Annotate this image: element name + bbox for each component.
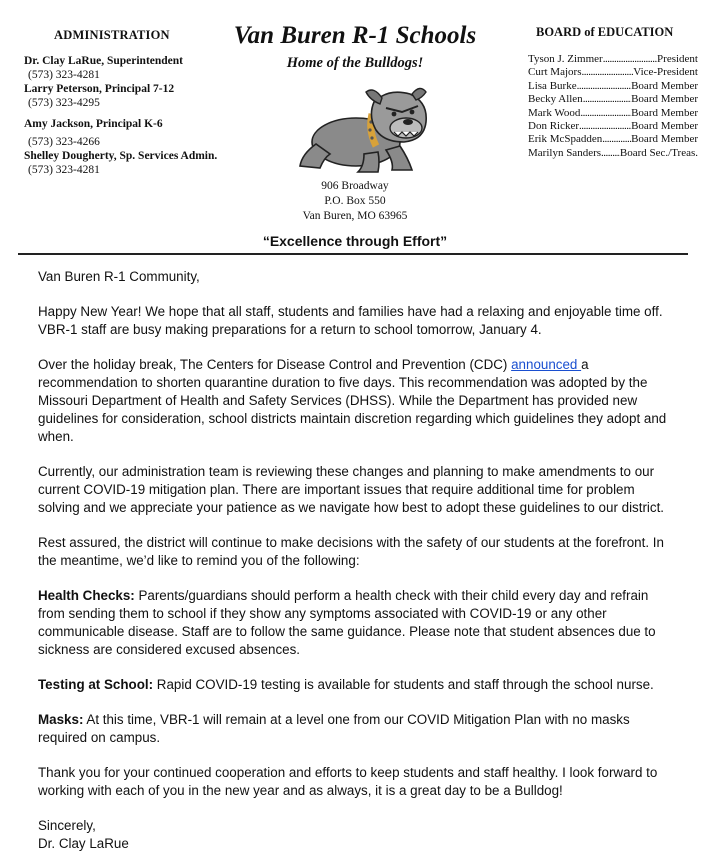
leader-dots	[601, 147, 620, 160]
board-member-name: Curt Majors	[528, 66, 582, 79]
paragraph-text: Over the holiday break, The Centers for Disease Control and Prevention (CDC)	[38, 357, 512, 372]
letter-paragraph	[38, 356, 678, 446]
admin-name: Dr. Clay LaRue, Superintendent	[24, 55, 183, 67]
board-member-name: Don Ricker	[528, 120, 580, 133]
closing-paragraph: Thank you for your continued cooperation and efforts to keep students and staff healthy. I look forward to working with each of you in the new year and as always, it is a great day to be a Bulldog!	[38, 765, 658, 798]
admin-phone: (573) 323-4281	[28, 164, 100, 176]
board-member-row	[528, 133, 698, 146]
administration-heading: ADMINISTRATION	[54, 28, 170, 42]
school-name: Van Buren R-1 Schools	[233, 22, 477, 49]
health-checks-paragraph	[38, 587, 678, 659]
admin-phone: (573) 323-4266	[28, 136, 100, 148]
letter-body	[38, 268, 678, 853]
board-member-row	[528, 147, 698, 160]
paragraph-text: At this time, VBR-1 will remain at a level one from our COVID Mitigation Plan with no masks required on campus.	[38, 712, 630, 745]
admin-name: Shelley Dougherty, Sp. Services Admin.	[24, 150, 218, 162]
board-member-row	[528, 120, 698, 133]
board-list	[528, 53, 698, 160]
administration-list	[24, 54, 234, 177]
school-tagline: Home of the Bulldogs!	[286, 55, 424, 71]
board-member-role: Board Member	[631, 120, 698, 133]
board-member-name: Becky Allen	[528, 93, 583, 106]
board-member-role: Board Sec./Treas.	[619, 146, 698, 159]
leader-dots	[581, 66, 633, 79]
board-member-row	[528, 53, 698, 66]
admin-phone: (573) 323-4295	[28, 97, 100, 109]
board-member-role: Board Member	[631, 93, 698, 106]
board-member-role: Board Member	[631, 133, 698, 146]
board-member-row	[528, 93, 698, 106]
letterhead-divider	[18, 253, 688, 255]
address-line: P.O. Box 550	[324, 195, 386, 207]
board-member-role: President	[657, 53, 698, 65]
board-heading: BOARD of EDUCATION	[536, 25, 674, 39]
health-checks-label: Health Checks:	[38, 588, 135, 603]
board-member-role: Board Member	[631, 106, 698, 119]
board-member-name: Mark Wood	[528, 106, 581, 119]
board-member-role: Board Member	[631, 79, 698, 92]
letter-paragraph: Happy New Year! We hope that all staff, students and families have had a relaxing and enjoyable time off. VBR-1 staff are busy making preparations for a return to school tomorrow, January 4.	[38, 304, 663, 337]
board-member-name: Lisa Burke	[528, 79, 577, 92]
admin-name: Amy Jackson, Principal K-6	[24, 118, 163, 130]
leader-dots	[580, 107, 631, 120]
leader-dots	[583, 93, 631, 106]
letter-paragraph: Rest assured, the district will continue to make decisions with the safety of our students at the forefront. In the meantime, we’d like to remind you of the following:	[38, 535, 664, 568]
board-member-name: Marilyn Sanders	[528, 146, 602, 159]
board-member-row	[528, 66, 698, 79]
letter-greeting: Van Buren R-1 Community,	[38, 269, 200, 284]
paragraph-text: a recommendation to shorten quarantine duration to five days. This recommendation was adopted by the Missouri Department of Health and Safety Services (DHSS). While the Department has provided new guidelines for consideration, school districts maintain discretion regarding which guidelines they adopt and when.	[38, 357, 667, 444]
board-member-row	[528, 80, 698, 93]
leader-dots	[603, 53, 657, 66]
admin-name: Larry Peterson, Principal 7-12	[24, 83, 175, 95]
leader-dots	[579, 120, 631, 133]
leader-dots	[577, 80, 632, 93]
board-member-name: Tyson J. Zimmer	[528, 53, 603, 65]
testing-paragraph	[38, 676, 678, 694]
testing-label: Testing at School:	[38, 677, 154, 692]
board-member-name: Erik McSpadden	[528, 133, 603, 146]
masks-label: Masks:	[38, 712, 84, 727]
paragraph-text: Rapid COVID-19 testing is available for students and staff through the school nurse.	[153, 677, 654, 692]
letter-paragraph: Currently, our administration team is reviewing these changes and planning to make amendments to our current COVID-19 mitigation plan. There are important issues that require additional time for problem solving and we appreciate your patience as we navigate how best to adopt these guidelines to our district.	[38, 464, 665, 515]
signoff: Sincerely,	[38, 818, 96, 833]
leader-dots	[602, 133, 631, 146]
district-slogan: “Excellence through Effort”	[262, 233, 448, 249]
announced-link[interactable]: announced	[511, 357, 582, 372]
board-member-role: Vice-President	[633, 66, 698, 79]
signature-name: Dr. Clay LaRue	[38, 836, 129, 851]
school-address	[270, 179, 440, 224]
admin-phone: (573) 323-4281	[28, 69, 100, 81]
paragraph-text: Parents/guardians should perform a health check with their child every day and refrain from sending them to school if they show any symptoms associated with COVID-19 or any other communicable disease. Staff are to follow the same guidance. Please note that student absences due to sickness are considered excused absences.	[38, 588, 656, 657]
masks-paragraph	[38, 711, 678, 747]
bulldog-mascot-icon	[294, 84, 434, 176]
address-line: 906 Broadway	[321, 180, 389, 192]
address-line: Van Buren, MO 63965	[302, 210, 408, 222]
board-member-row	[528, 107, 698, 120]
